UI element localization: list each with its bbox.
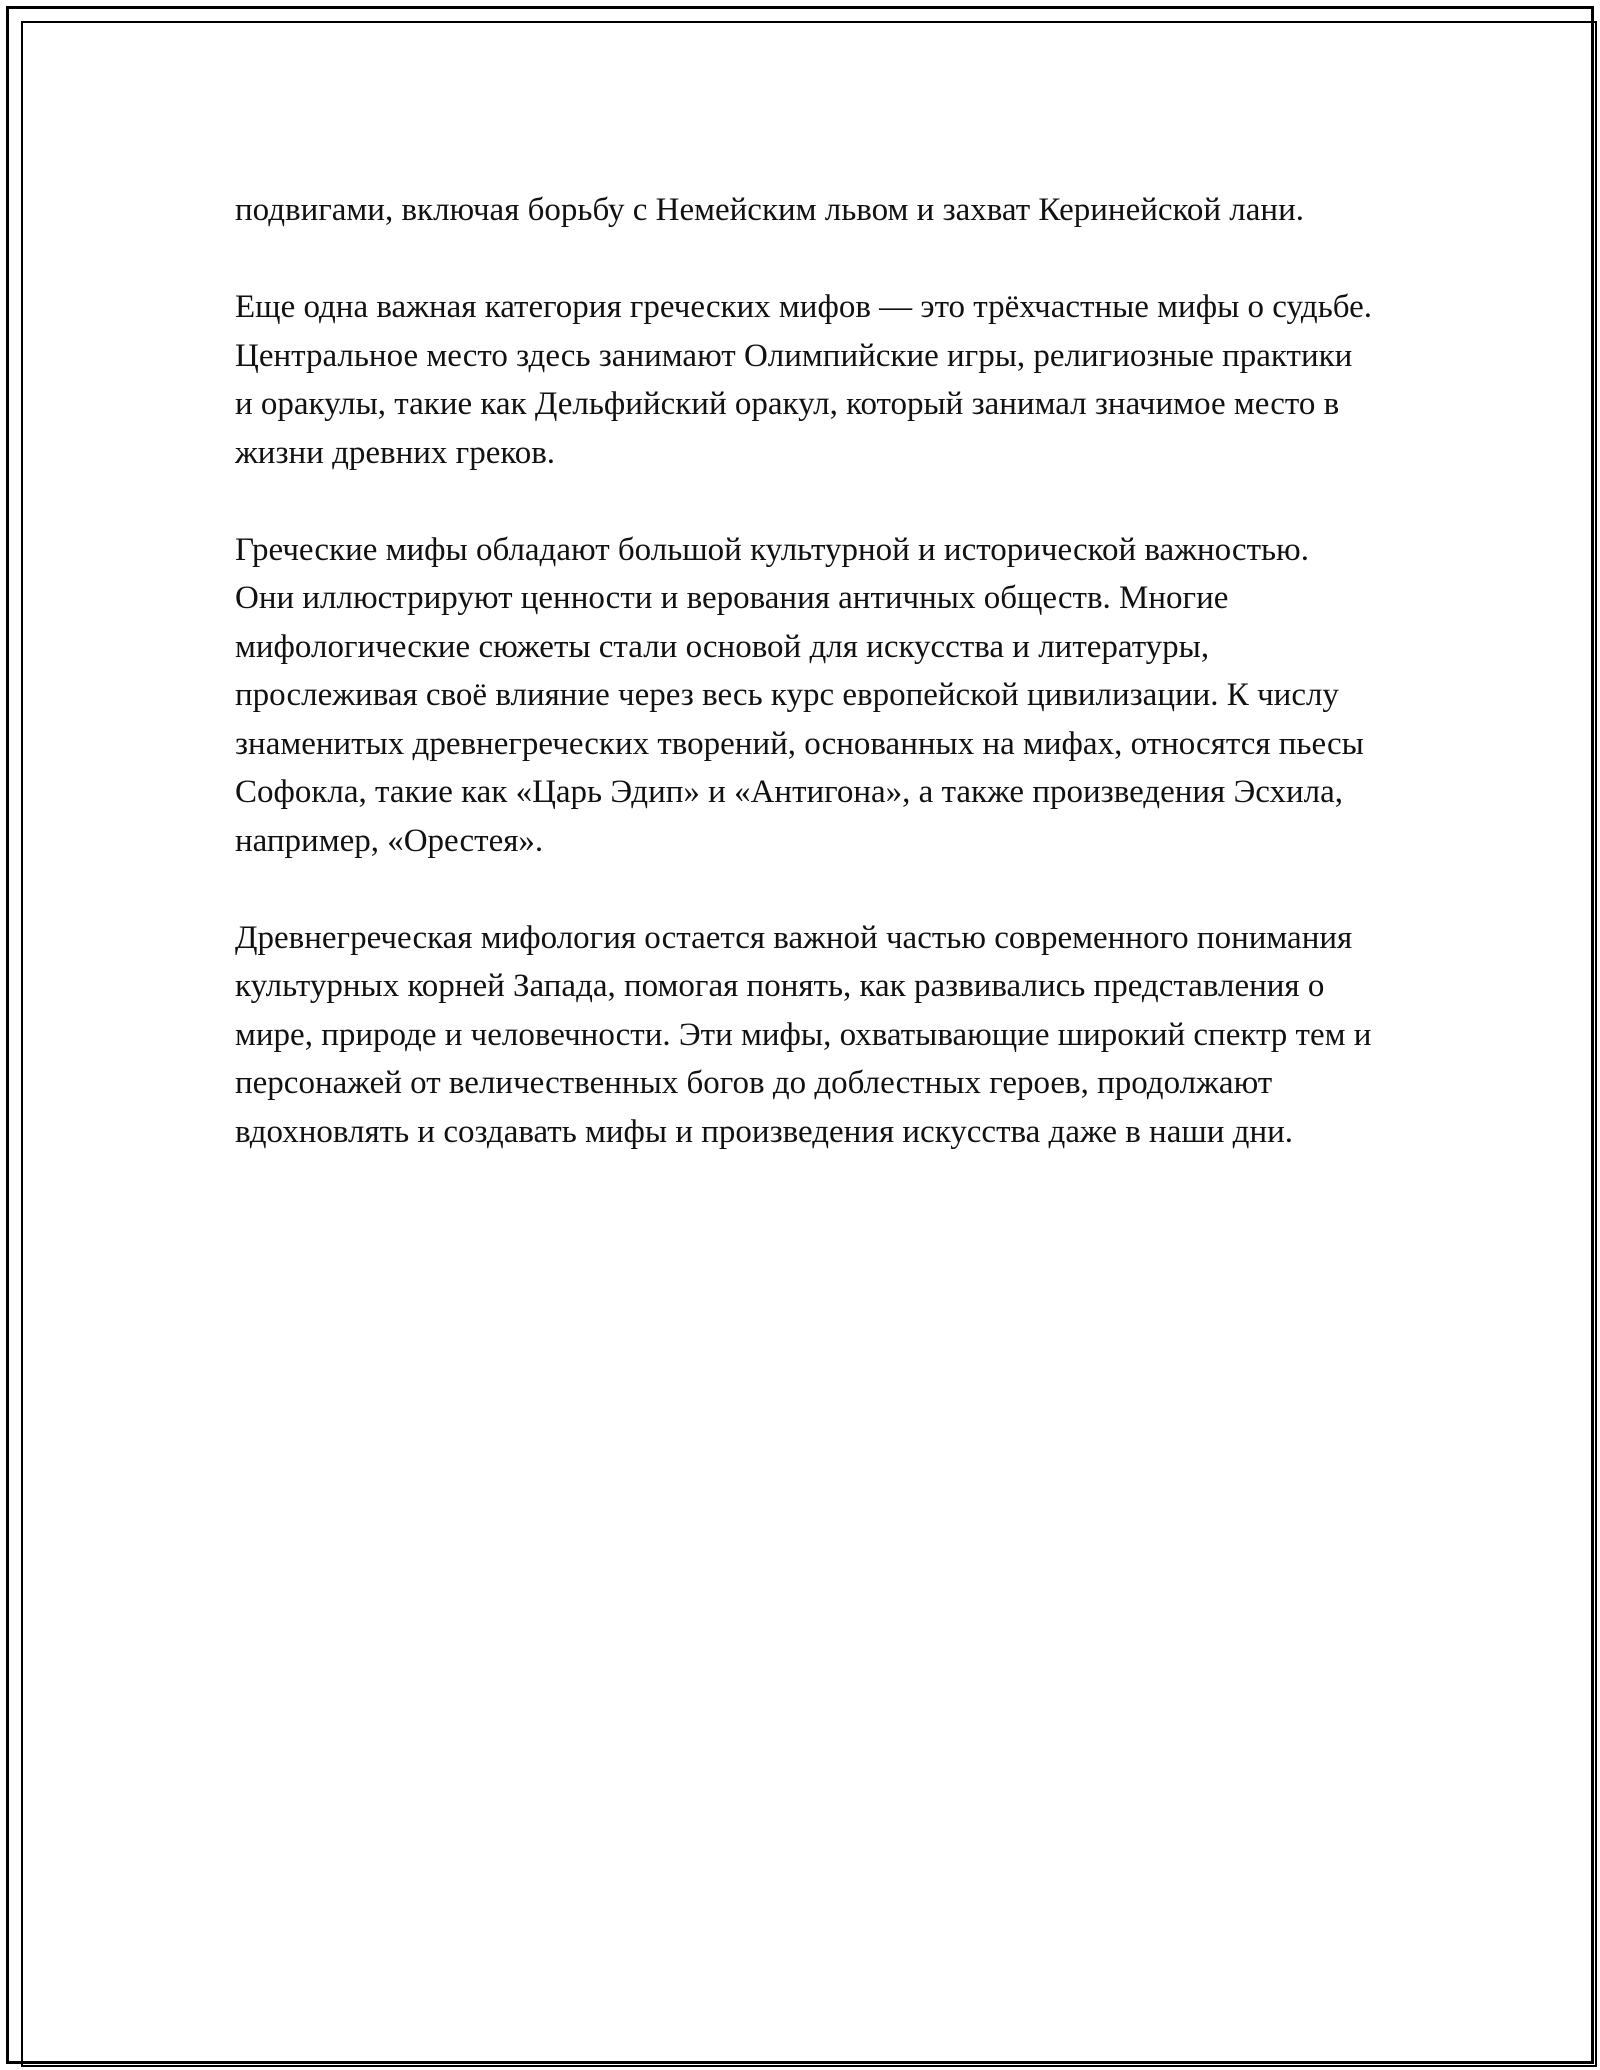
paragraph-1: подвигами, включая борьбу с Немейским львом и захват Керинейской лани. (235, 192, 1304, 228)
paragraph-4: Древнегреческая мифология остается важной частью современного понимания культурных корней Запада, помогая понять, как развивались представления о мире, природе и человечности. Эти мифы, охватывающие широкий спектр тем и персонажей от величественных богов до доблестных героев, продолжают вдохновлять и создавать мифы и произведения искусства даже в наши дни. (235, 919, 1372, 1150)
paragraph-2: Еще одна важная категория греческих мифов — это трёхчастные мифы о судьбе. Центральное место здесь занимают Олимпийские игры, религиозные практики и оракулы, такие как Дельфийский оракул, который занимал значимое место в жизни древних греков. (235, 289, 1373, 471)
paragraph-3: Греческие мифы обладают большой культурной и исторической важностью. Они иллюстрируют ценности и верования античных обществ. Многие мифологические сюжеты стали основой для искусства и литературы, прослеживая своё влияние через весь курс европейской цивилизации. К числу знаменитых древнегреческих творений, основанных на мифах, относятся пьесы Софокла, такие как «Царь Эдип» и «Антигона», а также произведения Эсхила, например, «Орестея». (235, 531, 1364, 859)
document-body (235, 186, 1375, 1205)
